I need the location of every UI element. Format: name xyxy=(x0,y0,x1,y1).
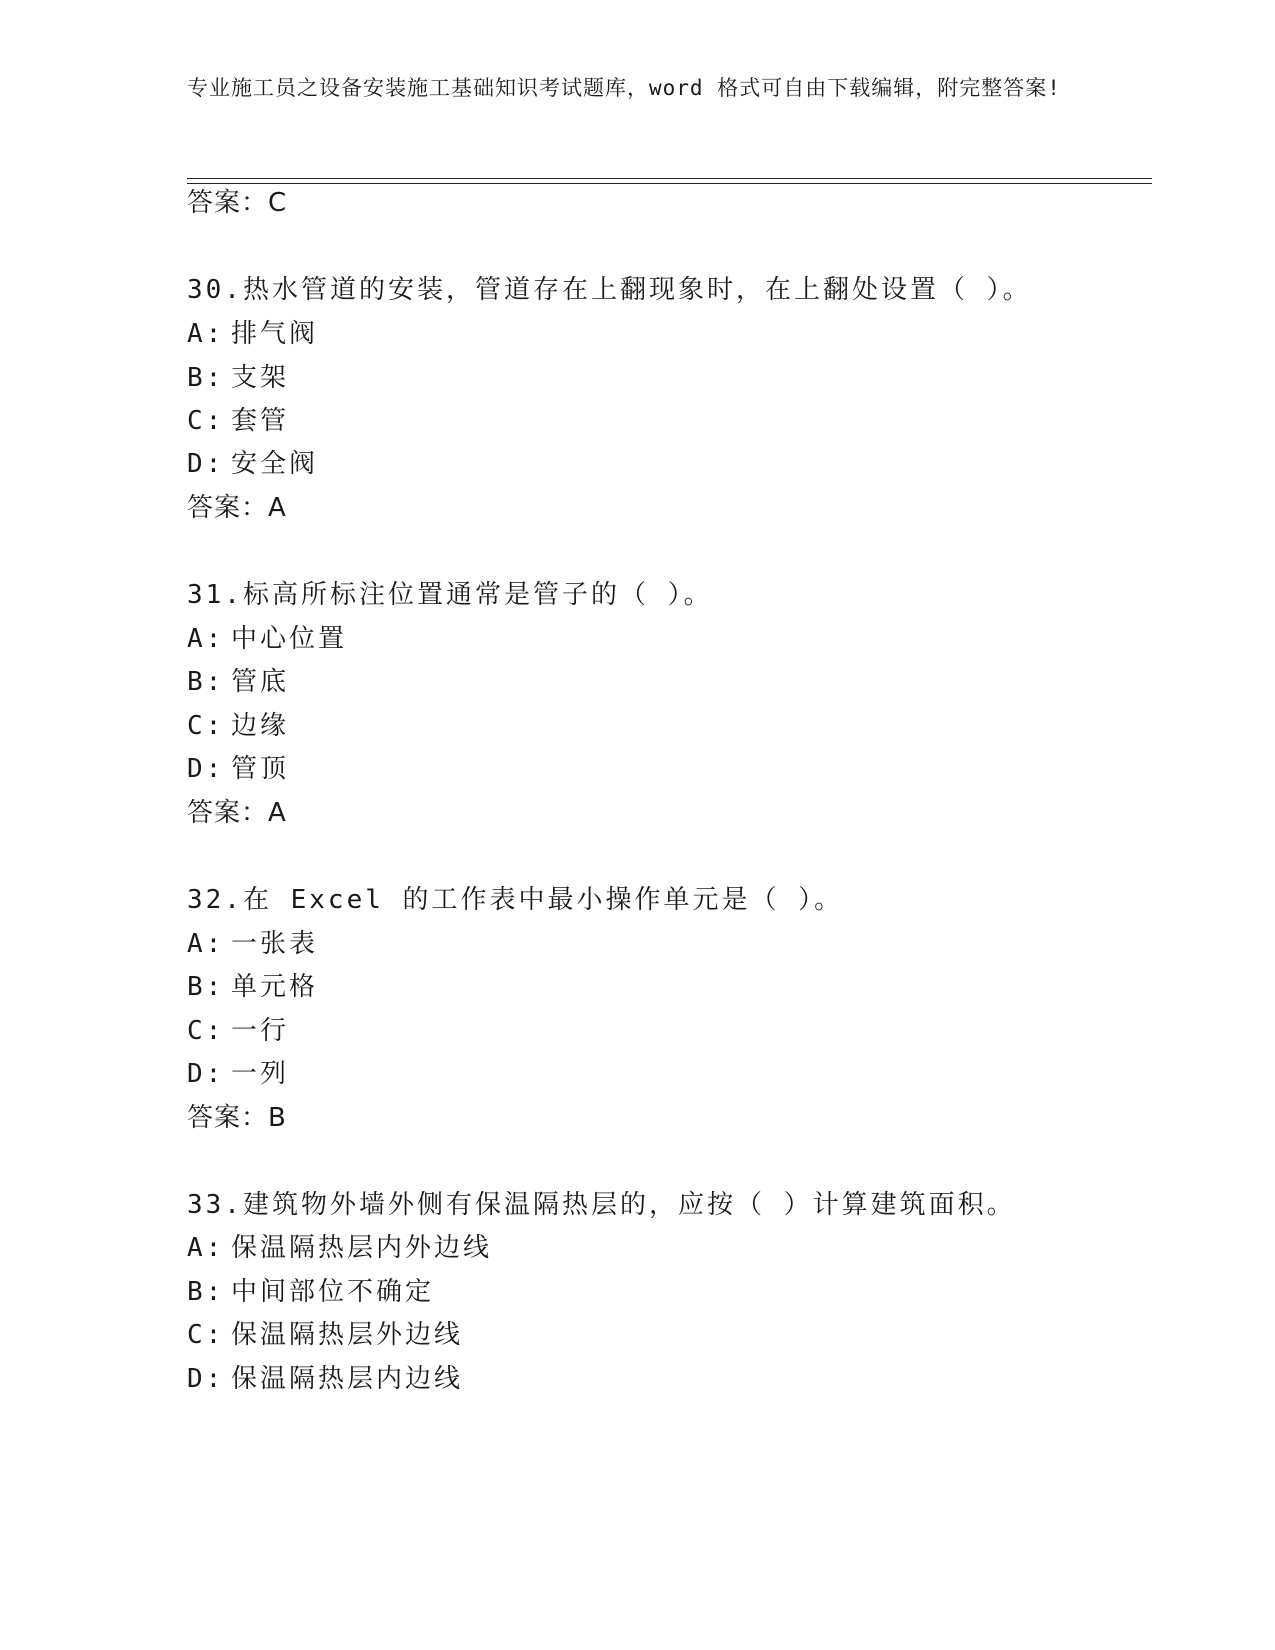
option-b xyxy=(187,1275,434,1309)
option-b xyxy=(187,970,318,1004)
answer-line: 答案：B xyxy=(187,1103,287,1133)
document-header-title: 专业施工员之设备安装施工基础知识考试题库，word 格式可自由下载编辑，附完整答案! xyxy=(187,76,1061,100)
option-text: 一张表 xyxy=(231,929,319,959)
option-letter: B: xyxy=(187,363,225,393)
option-d xyxy=(187,752,289,786)
answer-line: 答案：C xyxy=(187,188,288,218)
option-text: 套管 xyxy=(231,406,290,436)
option-c xyxy=(187,404,289,438)
question-stem: 31.标高所标注位置通常是管子的（ ）。 xyxy=(187,580,713,610)
option-letter: C: xyxy=(187,711,225,741)
option-letter: C: xyxy=(187,1016,225,1046)
option-a xyxy=(187,622,347,656)
option-letter: D: xyxy=(187,449,225,479)
option-text: 一列 xyxy=(231,1059,290,1089)
option-c xyxy=(187,709,289,743)
option-letter: D: xyxy=(187,1059,225,1089)
option-text: 安全阀 xyxy=(231,449,319,479)
option-a xyxy=(187,1231,492,1265)
option-letter: A: xyxy=(187,1233,225,1263)
option-c xyxy=(187,1014,289,1048)
option-letter: B: xyxy=(187,667,225,697)
option-text: 管底 xyxy=(231,667,290,697)
header-divider-top xyxy=(187,178,1152,179)
answer-line: 答案：A xyxy=(187,798,287,828)
option-text: 边缘 xyxy=(231,711,290,741)
option-text: 中间部位不确定 xyxy=(231,1277,435,1307)
option-letter: C: xyxy=(187,406,225,436)
option-text: 一行 xyxy=(231,1016,290,1046)
option-letter: D: xyxy=(187,1364,225,1394)
option-text: 中心位置 xyxy=(231,624,348,654)
option-text: 支架 xyxy=(231,363,290,393)
option-c xyxy=(187,1318,463,1352)
answer-line: 答案：A xyxy=(187,493,287,523)
option-a xyxy=(187,317,318,351)
option-d xyxy=(187,1057,289,1091)
option-b xyxy=(187,361,289,395)
option-letter: A: xyxy=(187,929,225,959)
option-text: 保温隔热层内边线 xyxy=(231,1364,464,1394)
question-stem: 30.热水管道的安装，管道存在上翻现象时，在上翻处设置（ ）。 xyxy=(187,275,1032,305)
option-letter: C: xyxy=(187,1320,225,1350)
option-letter: A: xyxy=(187,624,225,654)
option-a xyxy=(187,927,318,961)
option-b xyxy=(187,665,289,699)
option-letter: B: xyxy=(187,972,225,1002)
option-text: 保温隔热层外边线 xyxy=(231,1320,464,1350)
option-letter: B: xyxy=(187,1277,225,1307)
option-text: 单元格 xyxy=(231,972,319,1002)
option-text: 管顶 xyxy=(231,754,290,784)
question-stem: 32.在 Excel 的工作表中最小操作单元是（ ）。 xyxy=(187,885,844,915)
option-text: 保温隔热层内外边线 xyxy=(231,1233,493,1263)
option-text: 排气阀 xyxy=(231,319,319,349)
option-letter: A: xyxy=(187,319,225,349)
question-stem: 33.建筑物外墙外侧有保温隔热层的，应按（ ）计算建筑面积。 xyxy=(187,1190,1016,1220)
header-divider-bottom xyxy=(187,183,1152,184)
option-d xyxy=(187,1362,463,1396)
option-letter: D: xyxy=(187,754,225,784)
option-d xyxy=(187,447,318,481)
